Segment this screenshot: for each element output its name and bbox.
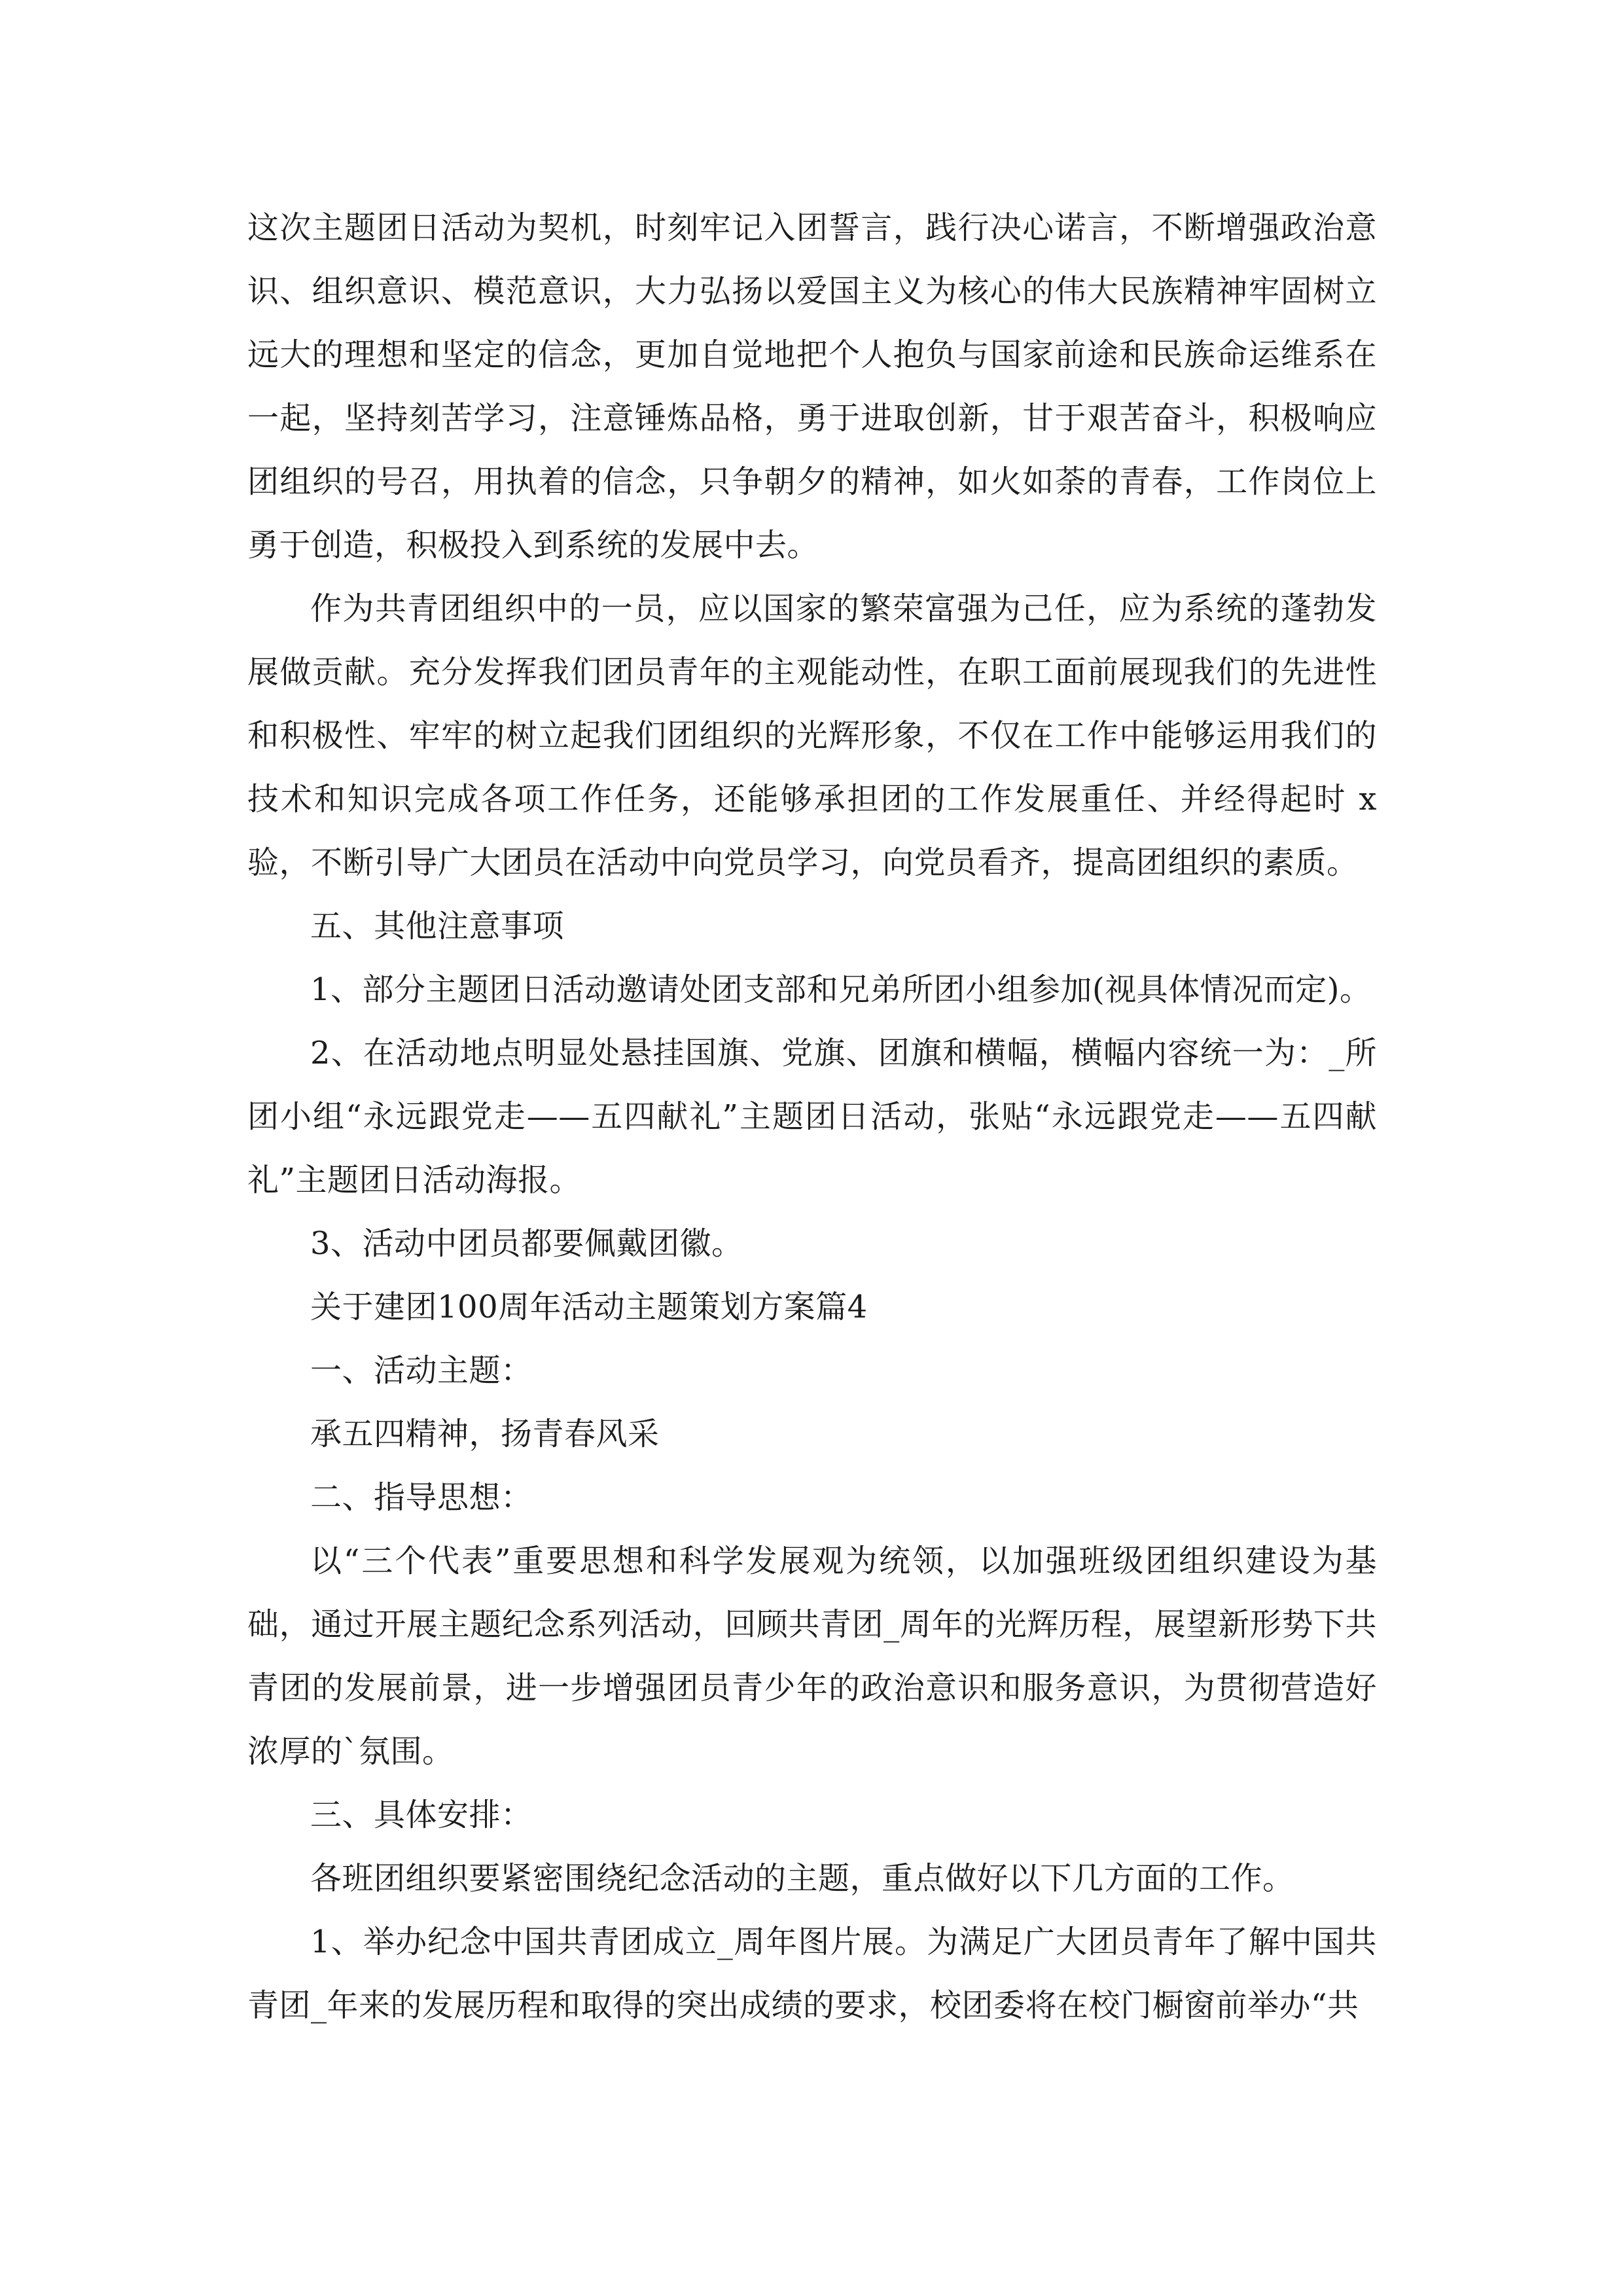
body-paragraph: 作为共青团组织中的一员，应以国家的繁荣富强为己任，应为系统的蓬勃发展做贡献。充分发挥我们团员青年的主观能动性，在职工面前展现我们的先进性和积极性、牢牢的树立起我们团组织的光辉形象，不仅在工作中能够运用我们的技术和知识完成各项工作任务，还能够承担团的工作发展重任、并经得起时 x 验，不断引导广大团员在活动中向党员学习，向党员看齐，提高团组织的素质。 — [247, 590, 1377, 881]
document-body — [247, 196, 1377, 2037]
list-item: 2、在活动地点明显处悬挂国旗、党旗、团旗和横幅，横幅内容统一为：_所团小组“永远跟党走——五四献礼”主题团日活动，张贴“永远跟党走——五四献礼”主题团日活动海报。 — [247, 1035, 1377, 1198]
section-heading: 二、指导思想： — [310, 1479, 533, 1516]
section-heading: 三、具体安排： — [310, 1797, 533, 1833]
list-item: 3、活动中团员都要佩戴团徽。 — [310, 1225, 743, 1262]
section-heading: 一、活动主题： — [310, 1352, 533, 1389]
body-paragraph: 以“三个代表”重要思想和科学发展观为统领，以加强班级团组织建设为基础，通过开展主题纪念系列活动，回顾共青团_周年的光辉历程，展望新形势下共青团的发展前景，进一步增强团员青少年的政治意识和服务意识，为贯彻营造好浓厚的`氛围。 — [247, 1543, 1377, 1770]
section-heading: 五、其他注意事项 — [310, 908, 565, 944]
body-paragraph: 承五四精神，扬青春风采 — [310, 1416, 660, 1452]
document-title: 关于建团100周年活动主题策划方案篇4 — [310, 1289, 868, 1325]
list-item: 1、举办纪念中国共青团成立_周年图片展。为满足广大团员青年了解中国共青团_年来的发展历程和取得的突出成绩的要求，校团委将在校门橱窗前举办“共 — [247, 1924, 1377, 2024]
body-paragraph: 各班团组织要紧密围绕纪念活动的主题，重点做好以下几方面的工作。 — [310, 1860, 1294, 1897]
list-item: 1、部分主题团日活动邀请处团支部和兄弟所团小组参加(视具体情况而定)。 — [310, 971, 1372, 1008]
body-paragraph-continued: 这次主题团日活动为契机，时刻牢记入团誓言，践行决心诺言，不断增强政治意识、组织意识、模范意识，大力弘扬以爱国主义为核心的伟大民族精神牢固树立远大的理想和坚定的信念，更加自觉地把个人抱负与国家前途和民族命运维系在一起，坚持刻苦学习，注意锤炼品格，勇于进取创新，甘于艰苦奋斗，积极响应团组织的号召，用执着的信念，只争朝夕的精神，如火如荼的青春，工作岗位上勇于创造，积极投入到系统的发展中去。 — [247, 209, 1377, 564]
